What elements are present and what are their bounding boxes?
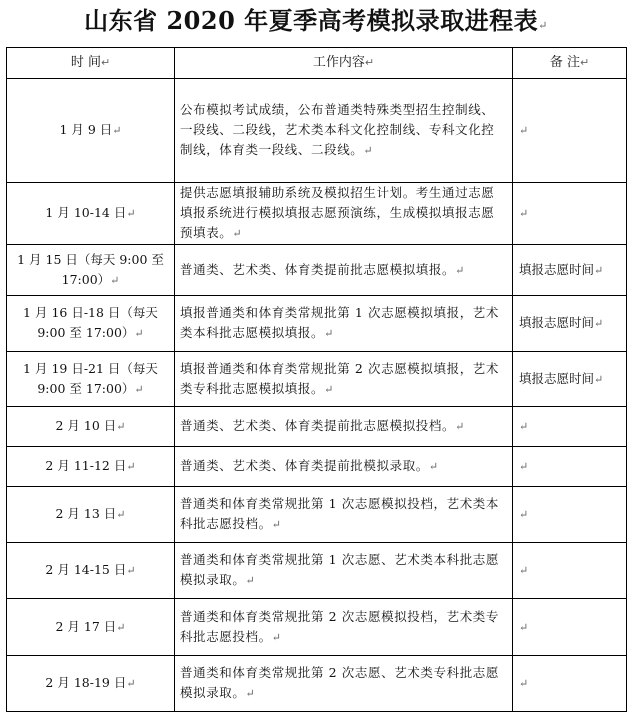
cell-time: 2 月 11-12 日↵ [7, 447, 175, 487]
table-row [7, 447, 627, 487]
cell-note: 填报志愿时间↵ [513, 296, 627, 352]
cell-note: ↵ [513, 543, 627, 599]
cell-note: 填报志愿时间↵ [513, 245, 627, 296]
cell-content: 填报普通类和体育类常规批第 1 次志愿模拟填报，艺术类本科批志愿模拟填报。↵ [175, 296, 513, 352]
cell-content: 普通类、艺术类、体育类提前批志愿模拟投档。↵ [175, 407, 513, 447]
cell-time: 2 月 14-15 日↵ [7, 543, 175, 599]
table-header-row [7, 48, 627, 79]
cell-time: 2 月 18-19 日↵ [7, 656, 175, 712]
table-row [7, 245, 627, 296]
cell-note: ↵ [513, 599, 627, 656]
cell-time: 1 月 16 日-18 日（每天 9:00 至 17:00）↵ [7, 296, 175, 352]
cell-content: 普通类和体育类常规批第 2 次志愿模拟投档，艺术类专科批志愿投档。↵ [175, 599, 513, 656]
schedule-table [6, 47, 627, 712]
cell-note: ↵ [513, 656, 627, 712]
table-row [7, 656, 627, 712]
title-text: 山东省 2020 年夏季高考模拟录取进程表 [84, 6, 539, 35]
table-row [7, 183, 627, 245]
header-content: 工作内容↵ [175, 48, 513, 79]
table-row [7, 79, 627, 183]
cell-time: 1 月 10-14 日↵ [7, 183, 175, 245]
paragraph-mark-icon: ↵ [538, 19, 548, 32]
cell-content: 普通类和体育类常规批第 1 次志愿、艺术类本科批志愿模拟录取。↵ [175, 543, 513, 599]
cell-note: ↵ [513, 79, 627, 183]
cell-content: 普通类、艺术类、体育类提前批志愿模拟填报。↵ [175, 245, 513, 296]
table-row [7, 487, 627, 543]
cell-time: 1 月 19 日-21 日（每天 9:00 至 17:00）↵ [7, 352, 175, 407]
cell-note: ↵ [513, 183, 627, 245]
cell-time: 2 月 17 日↵ [7, 599, 175, 656]
cell-time: 1 月 15 日（每天 9:00 至 17:00）↵ [7, 245, 175, 296]
table-row [7, 543, 627, 599]
cell-note: 填报志愿时间↵ [513, 352, 627, 407]
cell-content: 填报普通类和体育类常规批第 2 次志愿模拟填报，艺术类专科批志愿模拟填报。↵ [175, 352, 513, 407]
cell-note: ↵ [513, 407, 627, 447]
header-time: 时 间↵ [7, 48, 175, 79]
document-title [0, 4, 632, 43]
cell-content: 普通类和体育类常规批第 2 次志愿、艺术类专科批志愿模拟录取。↵ [175, 656, 513, 712]
cell-content: 普通类和体育类常规批第 1 次志愿模拟投档，艺术类本科批志愿投档。↵ [175, 487, 513, 543]
cell-content: 普通类、艺术类、体育类提前批模拟录取。↵ [175, 447, 513, 487]
cell-note: ↵ [513, 447, 627, 487]
cell-time: 2 月 10 日↵ [7, 407, 175, 447]
table-row [7, 599, 627, 656]
cell-content: 公布模拟考试成绩，公布普通类特殊类型招生控制线、一段线、二段线，艺术类本科文化控制线、专科文化控制线，体育类一段线、二段线。↵ [175, 79, 513, 183]
table-row [7, 407, 627, 447]
cell-content: 提供志愿填报辅助系统及模拟招生计划。考生通过志愿填报系统进行模拟填报志愿预演练，生成模拟填报志愿预填表。↵ [175, 183, 513, 245]
table-row [7, 352, 627, 407]
cell-time: 1 月 9 日↵ [7, 79, 175, 183]
cell-time: 2 月 13 日↵ [7, 487, 175, 543]
cell-note: ↵ [513, 487, 627, 543]
header-note: 备 注↵ [513, 48, 627, 79]
table-row [7, 296, 627, 352]
